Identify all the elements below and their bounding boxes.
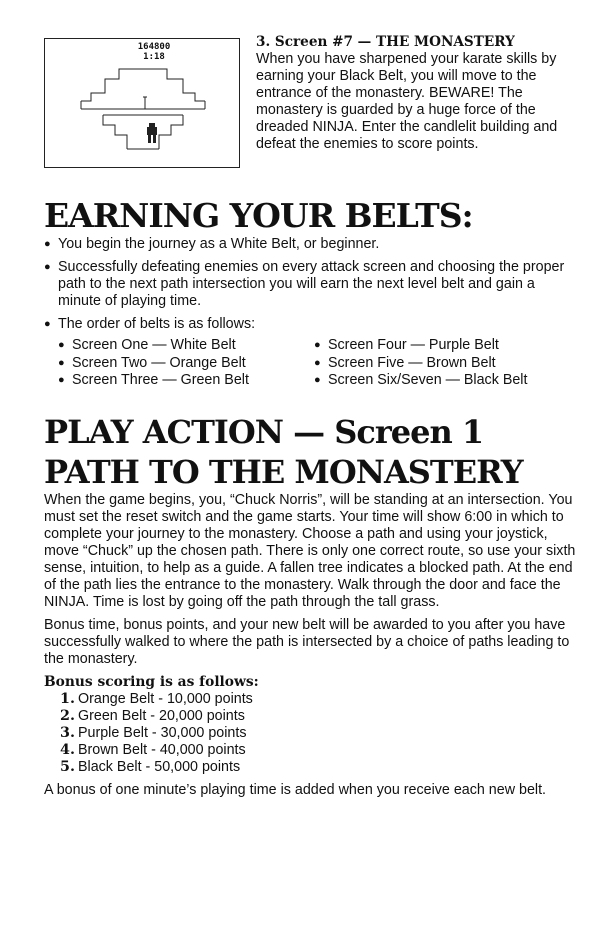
bonus-item [60,725,580,742]
bonus-item-number: 5. [60,759,75,775]
bonus-scoring-list [60,691,580,776]
belt-item: ● Screen Three — Green Belt [58,372,249,390]
player-figure-icon [147,123,157,143]
figure-score: 164800 [137,42,171,52]
bonus-scoring-heading: Bonus scoring is as follows: [44,674,259,690]
belt-item: ● Screen Four — Purple Belt [314,337,527,355]
play-action-heading-line-1: PLAY ACTION — Screen 1 [44,413,484,451]
bonus-item-text: Orange Belt - 10,000 points [77,691,253,707]
play-action-body [44,492,580,805]
play-action-heading [44,412,584,492]
bonus-item-text: Black Belt - 50,000 points [77,759,241,775]
belt-column-right [314,337,527,390]
figure-timer: 1:18 [143,52,165,62]
bullet-item: ● Successfully defeating enemies on every attack screen and choosing the proper path to the next path intersection you will earn the next level belt and gain a minute of playing time. [44,259,574,310]
play-paragraph-2: Bonus time, bonus points, and your new belt will be awarded to you after you have successfully walked to where the path is intersected by a choice of paths leading to the monastery. [44,617,570,667]
play-paragraph-1: When the game begins, you, “Chuck Norris”, will be standing at an intersection. You must set the reset switch and the game starts. Your time will show 6:00 in which to complete your journey to the monastery. Choose a path and using your joystick, move “Chuck” up the chosen path. There is only one correct route, so use your sixth sense, intuition, to help as a guide. A fallen tree indicates a blocked path. At the end of the path lies the entrance to the monastery. Walk through the door and face the NINJA. Time is lost by going off the path through the tall grass. [44,492,576,610]
bonus-item-number: 1. [60,691,75,707]
bonus-item [60,742,580,759]
play-action-heading-line-2: PATH TO THE MONASTERY [44,453,523,491]
bonus-item-text: Purple Belt - 30,000 points [77,725,247,741]
bonus-item [60,759,580,776]
belt-item: ● Screen Two — Orange Belt [58,355,249,373]
belt-item: ● Screen Six/Seven — Black Belt [314,372,527,390]
bonus-item-number: 4. [60,742,75,758]
bonus-item-text: Green Belt - 20,000 points [77,708,245,724]
earning-belts-heading: EARNING YOUR BELTS: [44,196,473,235]
bullet-item: ● The order of belts is as follows: [44,316,574,333]
bonus-item-number: 3. [60,725,75,741]
screen-7-title: 3. Screen #7 — THE MONASTERY [256,34,515,50]
belt-item: ● Screen Five — Brown Belt [314,355,527,373]
bonus-closing-note: A bonus of one minute’s playing time is added when you receive each new belt. [44,782,547,798]
bullet-item: ● You begin the journey as a White Belt, or beginner. [44,236,574,253]
monastery-screen-figure [44,38,240,168]
screen-7-text: When you have sharpened your karate skills by earning your Black Belt, you will move to the entrance of the monastery. BEWARE! The monastery is guarded by a huge force of the dreaded NINJA. Enter the candlelit building and defeat the enemies to score points. [256,51,558,152]
bonus-item [60,691,580,708]
belts-bullet-list [44,236,574,339]
bonus-item [60,708,580,725]
belt-column-left [58,337,249,390]
screen-7-description [256,34,576,153]
bonus-item-text: Brown Belt - 40,000 points [77,742,246,758]
belt-item: ● Screen One — White Belt [58,337,249,355]
bonus-item-number: 2. [60,708,75,724]
